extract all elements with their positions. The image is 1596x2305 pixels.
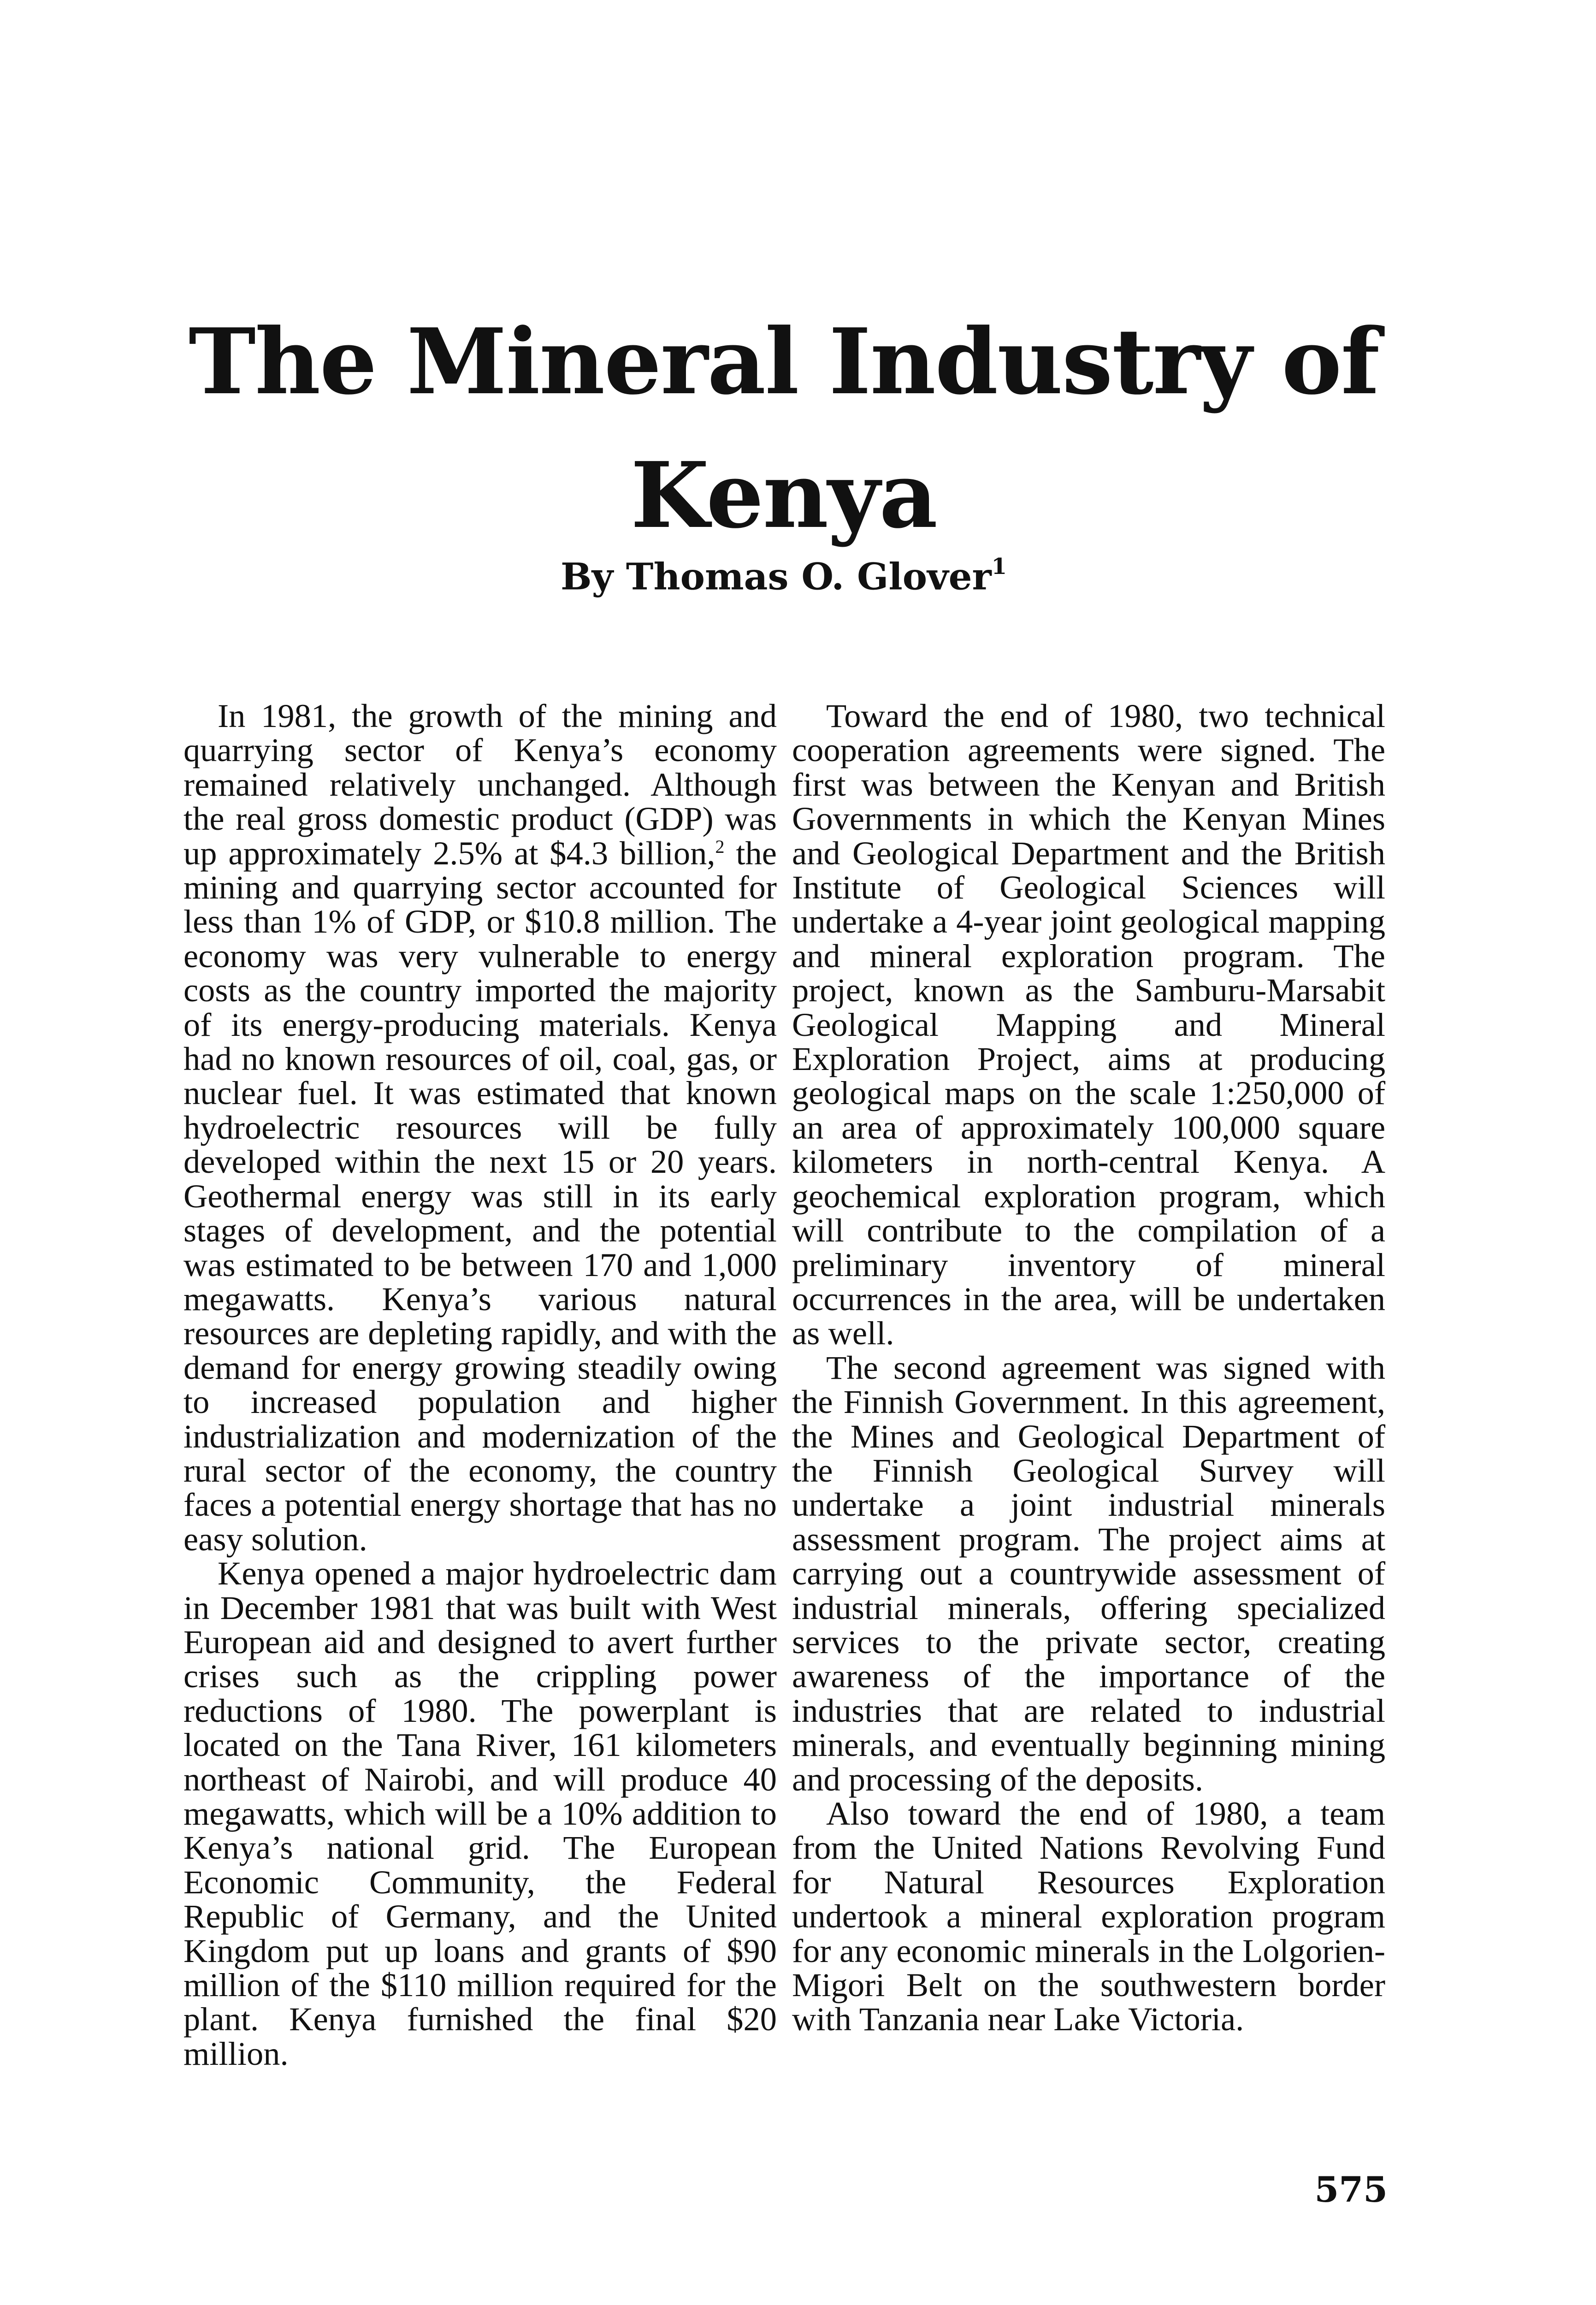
right-paragraph-3: Also toward the end of 1980, a team from the United Nations Revolving Fund for Natural Resources Exploration undertook a mineral exploration program for any economic minerals in the Lolgorien-Migori Belt on the southwestern border with Tanzania near Lake Victoria. xyxy=(792,1795,1385,2038)
right-paragraph-1: Toward the end of 1980, two technical cooperation agreements were signed. The first was between the Kenyan and British Governments in which the Kenyan Mines and Geological Department and the British Institute of Geological Sciences will undertake a 4-year joint geological mapping and mineral exploration program. The project, known as the Samburu-Marsabit Geological Mapping and Mineral Exploration Project, aims at producing geological maps on the scale 1:250,000 of an area of approximately 100,000 square kilometers in north-central Kenya. A geochemical exploration program, which will contribute to the compilation of a preliminary inventory of mineral occurrences in the area, will be undertaken as well. xyxy=(792,697,1385,1352)
left-paragraph-1-text-a: In 1981, the growth of the mining and quarrying sector of Kenya’s economy remained relatively unchanged. Although the real gross domestic product (GDP) was up approximately 2.5% at $4.3 billion, xyxy=(183,697,777,872)
page-number: 575 xyxy=(1314,2169,1388,2210)
left-column xyxy=(183,699,777,2071)
right-column xyxy=(792,699,1385,2037)
right-paragraph-2: The second agreement was signed with the Finnish Government. In this agreement, the Mines and Geological Department of the Finnish Geological Survey will undertake a joint industrial minerals assessment program. The project aims at carrying out a countrywide assessment of industrial minerals, offering specialized services to the private sector, creating awareness of the importance of the industries that are related to industrial minerals, and eventually beginning mining and processing of the deposits. xyxy=(792,1348,1385,1798)
left-paragraph-2: Kenya opened a major hydroelectric dam in December 1981 that was built with West European aid and designed to avert further crises such as the crippling power reductions of 1980. The powerplant is located on the Tana River, 161 kilometers northeast of Nairobi, and will produce 40 megawatts, which will be a 10% addition to Kenya’s national grid. The European Economic Community, the Federal Republic of Germany, and the United Kingdom put up loans and grants of $90 million of the $110 million required for the plant. Kenya furnished the final $20 million. xyxy=(183,1554,777,2072)
left-paragraph-1 xyxy=(183,699,777,1556)
author-name: By Thomas O. Glover xyxy=(560,555,992,598)
gdp-footnote-marker: 2 xyxy=(715,836,725,857)
article-title: The Mineral Industry of Kenya xyxy=(189,309,1379,549)
author-byline xyxy=(184,544,1383,602)
left-paragraph-1-text-b: the mining and quarrying sector accounted for less than 1% of GDP, or $10.8 million. The economy was very vulnerable to energy costs as the country imported the majority of its energy-producing materials. Kenya had no known resources of oil, coal, gas, or nuclear fuel. It was estimated that known hydroelectric resources will be fully developed within the next 15 or 20 years. Geothermal energy was still in its early stages of development, and the potential was estimated to be between 170 and 1,000 megawatts. Kenya’s various natural resources are depleting rapidly, and with the demand for energy growing steadily owing to increased population and higher industrialization and modernization of the rural sector of the economy, the country faces a potential energy shortage that has no easy solution. xyxy=(183,834,777,1558)
author-footnote-marker: 1 xyxy=(991,554,1007,579)
